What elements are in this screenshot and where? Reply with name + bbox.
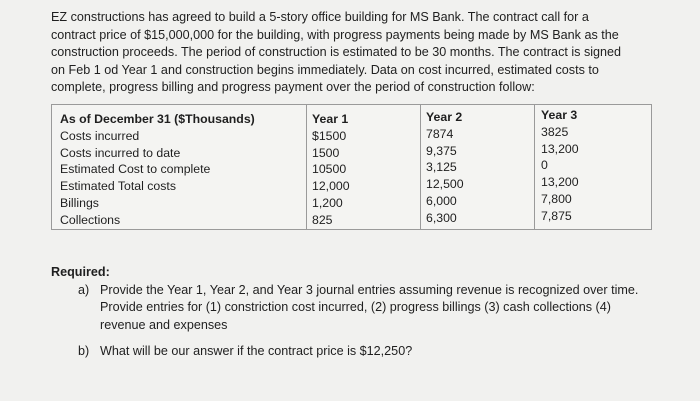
year-1-header: Year 1 <box>312 112 349 126</box>
table-cell: 7,800 <box>541 191 572 206</box>
intro-line-2: contract price of $15,000,000 for the building, with progress payments being made by MS Bank as the <box>51 27 619 42</box>
table-cell: $1500 <box>312 128 347 143</box>
question-a-marker: a) <box>78 283 90 297</box>
table-cell: 13,200 <box>541 175 579 190</box>
row-label-collections: Collections <box>60 212 121 227</box>
table-cell: 3,125 <box>426 160 457 175</box>
table-cell: 12,500 <box>426 177 464 192</box>
row-label-costs-incurred: Costs incurred <box>60 128 140 143</box>
table-cell: 825 <box>312 212 333 227</box>
row-label-costs-to-date: Costs incurred to date <box>60 145 181 160</box>
table-cell: 10500 <box>312 162 347 177</box>
problem-statement <box>51 9 681 97</box>
table-cell: 13,200 <box>541 141 579 156</box>
table-cell: 1500 <box>312 145 340 160</box>
year-2-column <box>421 105 535 230</box>
question-a-line-3: revenue and expenses <box>100 317 228 332</box>
question-list <box>78 282 678 358</box>
table-cell: 12,000 <box>312 179 350 194</box>
table-header-label: As of December 31 ($Thousands) <box>60 112 255 126</box>
required-heading: Required: <box>51 265 110 279</box>
table-cell: 0 <box>541 158 548 173</box>
intro-line-4: on Feb 1 od Year 1 and construction begins immediately. Data on cost incurred, estimated costs to <box>51 62 599 77</box>
intro-line-5: complete, progress billing and progress payment over the period of construction follow: <box>51 80 535 95</box>
table-cell: 7,875 <box>541 208 572 223</box>
year-1-column <box>307 105 421 230</box>
table-cell: 6,300 <box>426 210 457 225</box>
row-label-estimated-total-costs: Estimated Total costs <box>60 179 176 194</box>
year-3-column <box>535 105 652 230</box>
question-b-text: What will be our answer if the contract price is $12,250? <box>100 344 413 358</box>
question-b-marker: b) <box>78 344 90 358</box>
table-cell: 9,375 <box>426 143 457 158</box>
intro-line-3: construction proceeds. The period of construction is estimated to be 30 months. The contract is signed <box>51 45 622 60</box>
table-cell: 7874 <box>426 126 454 141</box>
row-label-estimated-cost-to-complete: Estimated Cost to complete <box>60 162 211 177</box>
row-label-billings: Billings <box>60 195 99 210</box>
question-a-line-2: Provide entries for (1) constriction cost incurred, (2) progress billings (3) cash collections (4) <box>100 300 611 315</box>
year-2-header: Year 2 <box>426 110 463 124</box>
cost-data-table <box>51 104 652 230</box>
year-3-header: Year 3 <box>541 108 578 122</box>
table-cell: 6,000 <box>426 193 457 208</box>
intro-line-1: EZ constructions has agreed to build a 5-story office building for MS Bank. The contract call for a <box>51 10 589 24</box>
table-cell: 1,200 <box>312 195 343 210</box>
question-b <box>78 343 412 360</box>
row-labels-column <box>52 105 307 230</box>
table-cell: 3825 <box>541 124 569 139</box>
question-a-line-1: Provide the Year 1, Year 2, and Year 3 journal entries assuming revenue is recognized over time. <box>100 283 639 297</box>
